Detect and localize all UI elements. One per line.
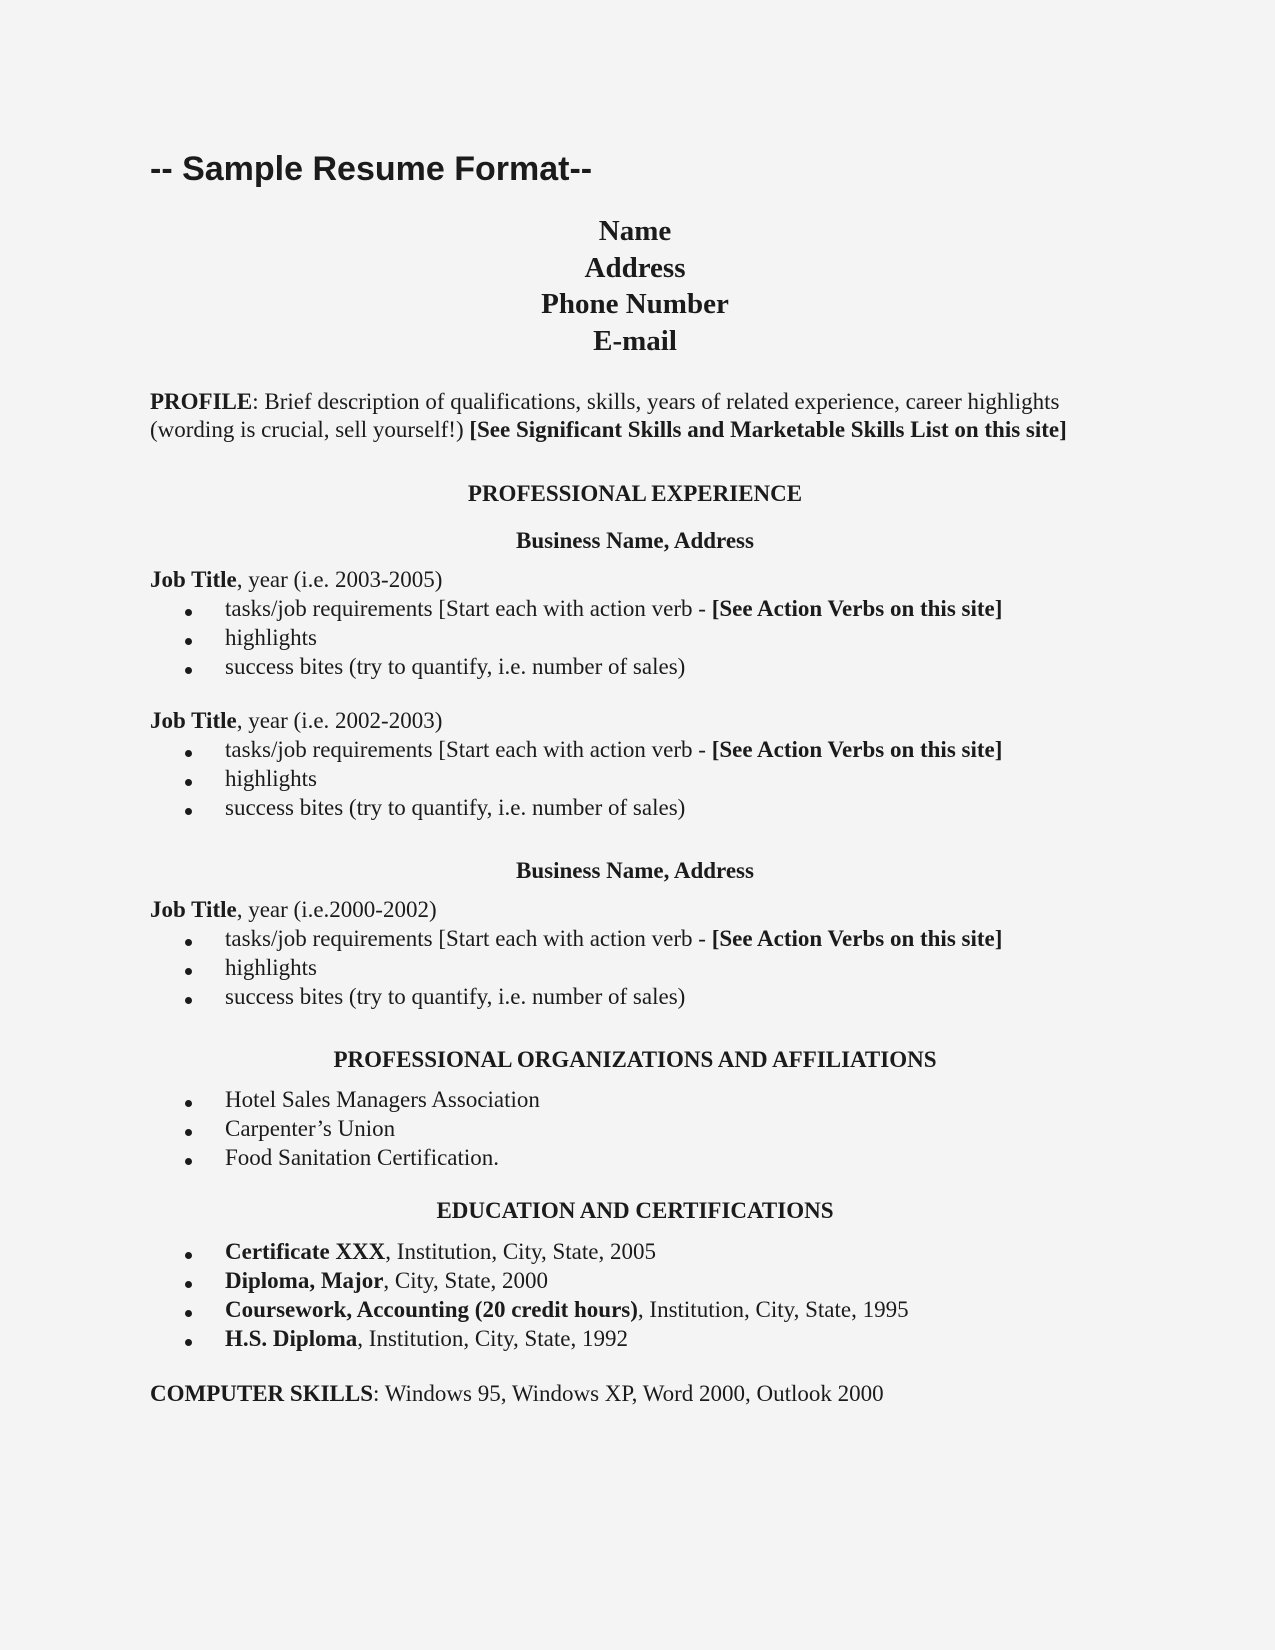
bullet [185,623,192,652]
profile-skills-link[interactable]: [See Significant Skills and Marketable Skills List on this site] [469,417,1067,442]
action-verbs-link[interactable]: [See Action Verbs on this site] [711,596,1003,621]
bullet [185,1085,192,1114]
bullet [185,735,192,764]
list-item: success bites (try to quantify, i.e. number of sales) [225,654,686,679]
bullet [185,1324,192,1353]
education-heading: EDUCATION AND CERTIFICATIONS [436,1198,834,1223]
computer-skills [150,1379,884,1408]
action-verbs-link[interactable]: [See Action Verbs on this site] [711,926,1003,951]
bullet [185,1266,192,1295]
contact-phone: Phone Number [541,288,729,320]
bullet [185,652,192,681]
bullet-text: tasks/job requirements [Start each with action verb - [225,926,712,951]
job-title-3 [150,895,437,924]
list-item: Hotel Sales Managers Association [225,1087,540,1112]
list-item [225,1295,909,1324]
list-item: Food Sanitation Certification. [225,1145,500,1170]
job-years: , year (i.e.2000-2002) [236,897,437,922]
job-title-2 [150,706,442,735]
bullet [185,764,192,793]
action-verbs-link[interactable]: [See Action Verbs on this site] [711,737,1003,762]
bullet [185,953,192,982]
business-name-2: Business Name, Address [516,858,754,883]
job-years: , year (i.e. 2002-2003) [236,708,443,733]
list-item [225,1324,628,1353]
job-title-1 [150,565,442,594]
list-item [225,1266,548,1295]
experience-heading: PROFESSIONAL EXPERIENCE [467,481,803,506]
bullet-text: tasks/job requirements [Start each with action verb - [225,596,712,621]
job-title-label: Job Title [150,897,237,922]
bullet [185,1143,192,1172]
bullet [185,793,192,822]
education-title: Certificate XXX [225,1239,386,1264]
list-item [225,924,1002,953]
education-title: H.S. Diploma [225,1326,358,1351]
bullet [185,594,192,623]
list-item: highlights [225,766,318,791]
education-detail: , Institution, City, State, 1995 [637,1297,909,1322]
education-title: Coursework, Accounting (20 credit hours) [225,1297,638,1322]
profile-label: PROFILE [150,389,253,414]
contact-name: Name [598,215,672,247]
page-title: -- Sample Resume Format-- [150,150,593,188]
job-title-label: Job Title [150,708,237,733]
job-years: , year (i.e. 2003-2005) [236,567,443,592]
list-item: success bites (try to quantify, i.e. number of sales) [225,984,686,1009]
education-detail: , Institution, City, State, 1992 [357,1326,628,1351]
contact-address: Address [584,252,686,284]
profile-text: : Brief description of qualifications, skills, years of related experience, career highlights (wording is crucial, sell yourself!) [150,389,1060,442]
bullet-text: tasks/job requirements [Start each with action verb - [225,737,712,762]
list-item [225,1237,656,1266]
organizations-heading: PROFESSIONAL ORGANIZATIONS AND AFFILIATIONS [333,1047,937,1072]
bullet [185,1237,192,1266]
list-item: highlights [225,955,318,980]
education-title: Diploma, Major [225,1268,384,1293]
list-item [225,594,1002,623]
list-item [225,735,1002,764]
bullet [185,1295,192,1324]
list-item: Carpenter’s Union [225,1116,396,1141]
bullet [185,924,192,953]
list-item: success bites (try to quantify, i.e. number of sales) [225,795,686,820]
business-name-1: Business Name, Address [516,528,754,553]
education-detail: , Institution, City, State, 2005 [385,1239,656,1264]
bullet [185,1114,192,1143]
bullet [185,982,192,1011]
computer-skills-text: : Windows 95, Windows XP, Word 2000, Outlook 2000 [373,1381,884,1406]
list-item: highlights [225,625,318,650]
computer-skills-label: COMPUTER SKILLS [150,1381,374,1406]
job-title-label: Job Title [150,567,237,592]
contact-email: E-mail [593,325,677,357]
education-detail: , City, State, 2000 [383,1268,549,1293]
profile-paragraph [150,388,1120,444]
